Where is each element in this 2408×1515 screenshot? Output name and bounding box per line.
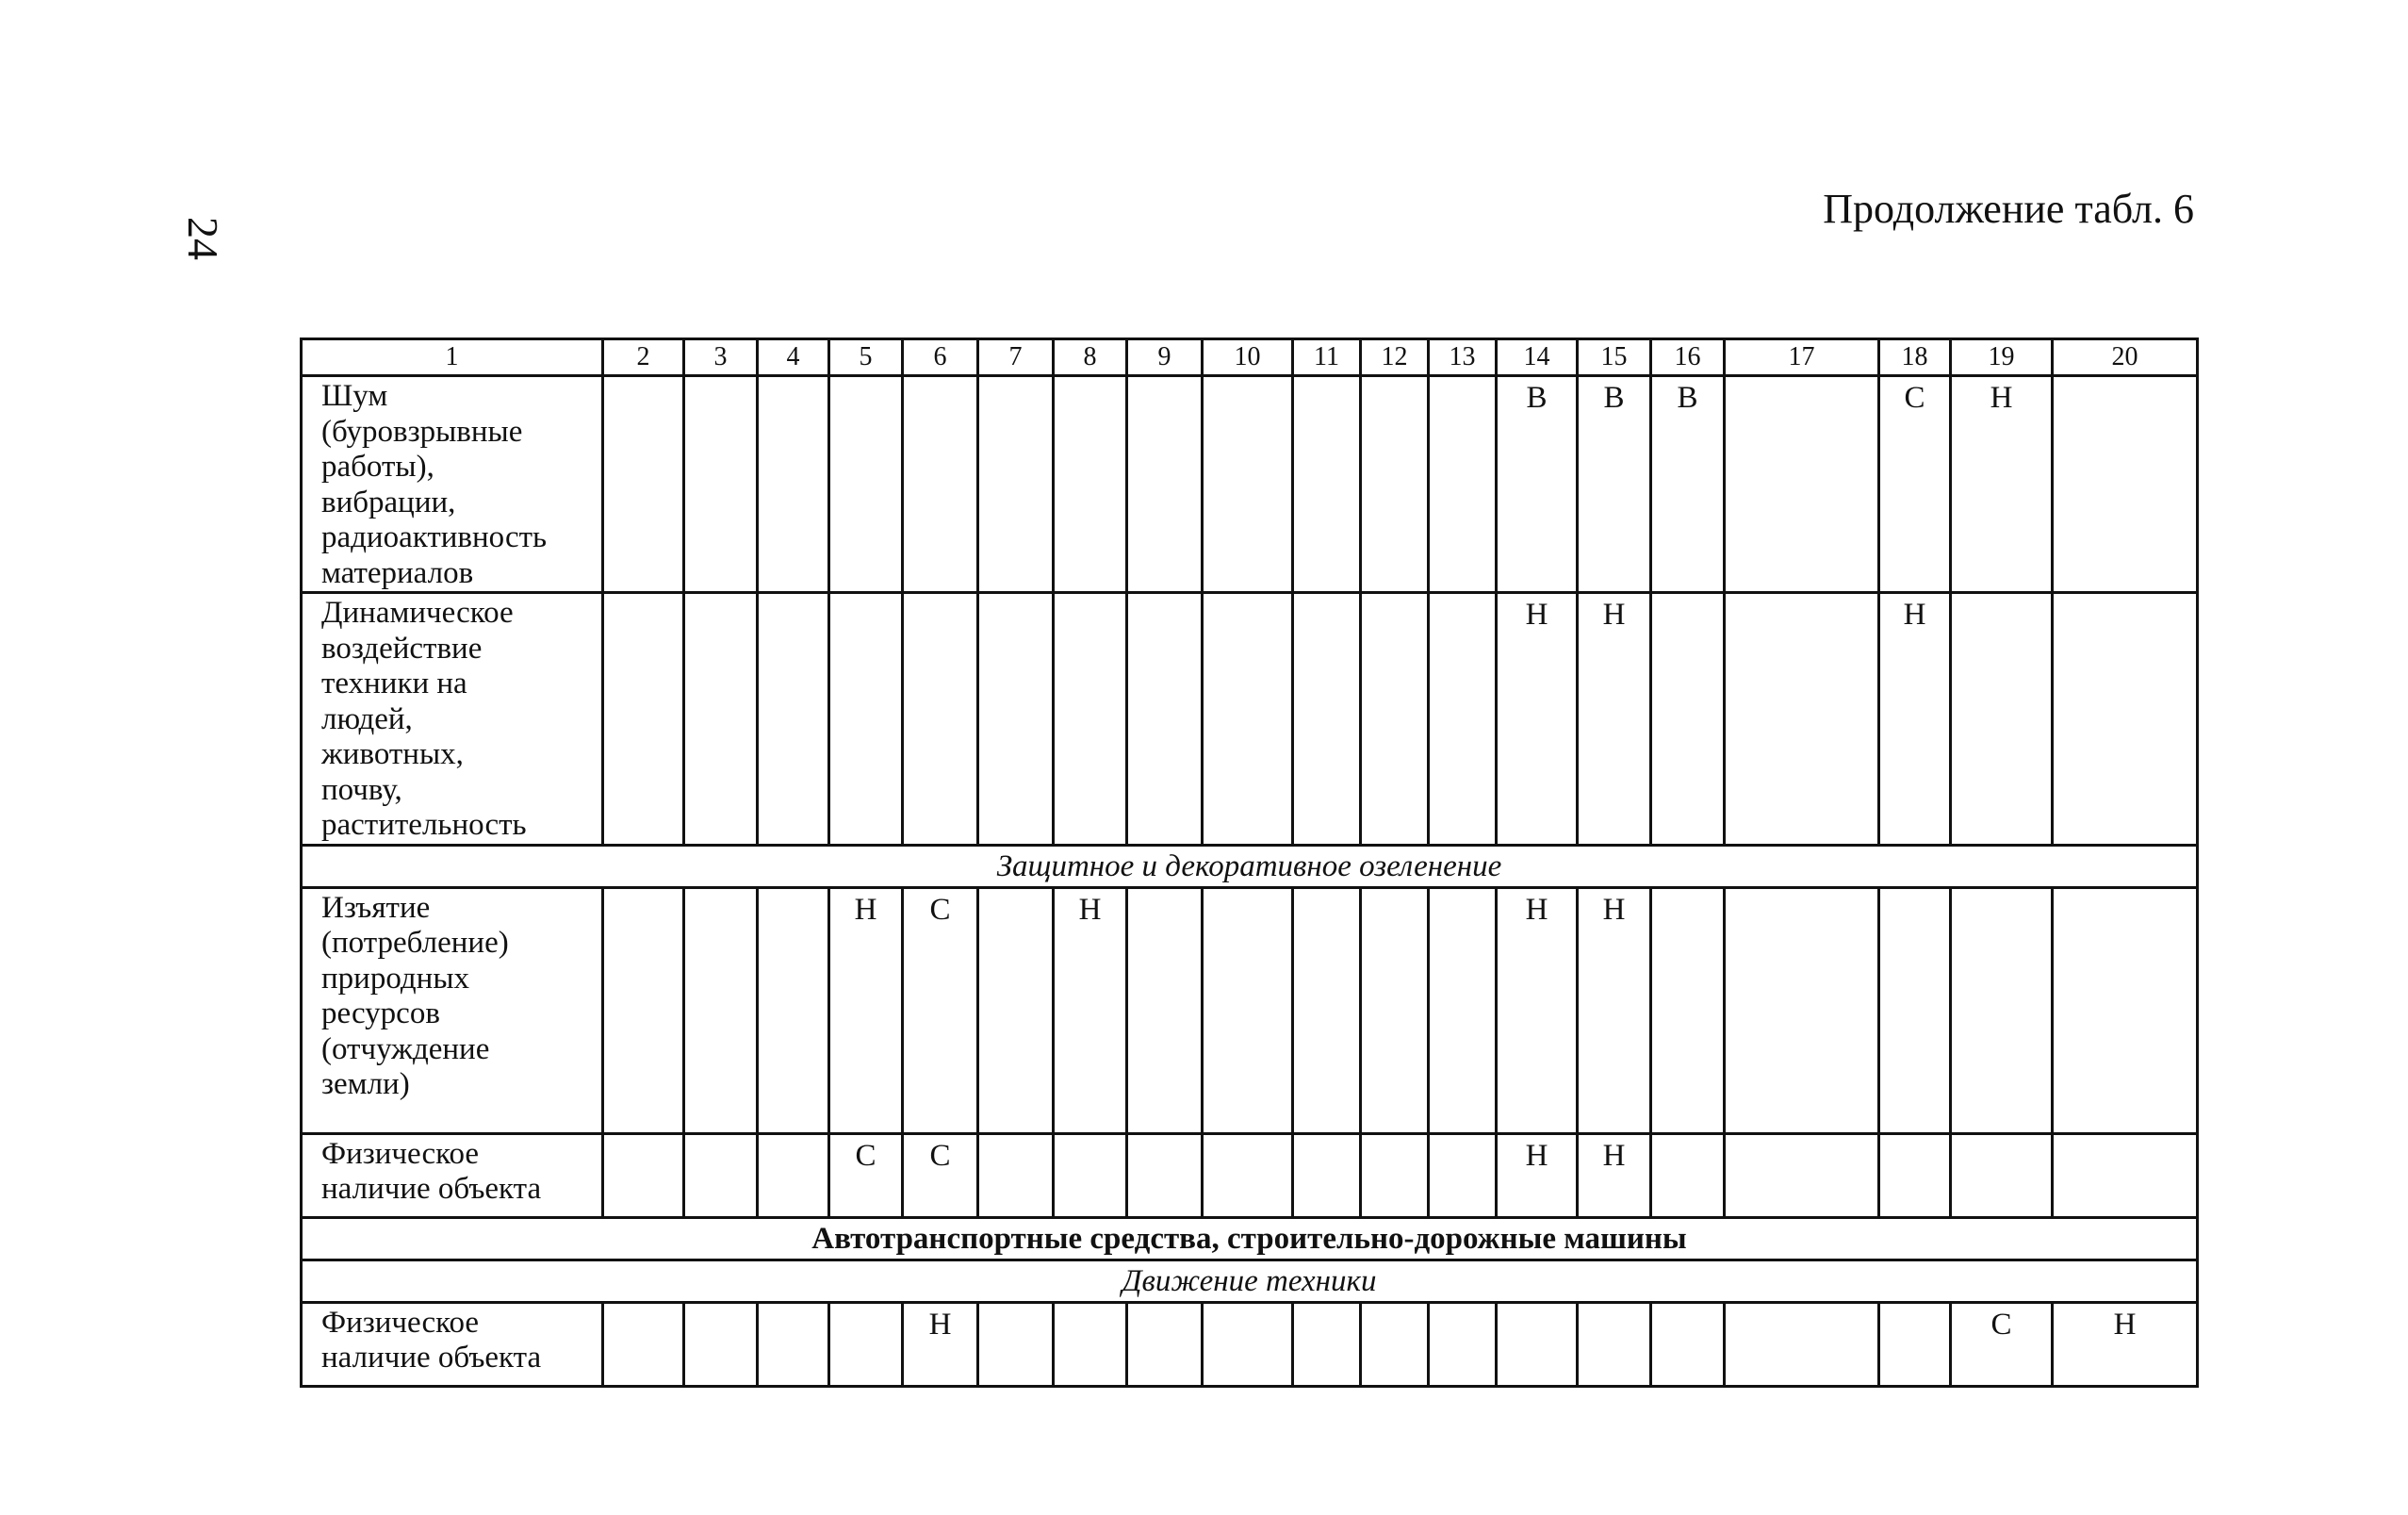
impact-cell <box>603 376 684 593</box>
impact-cell: С <box>1879 376 1951 593</box>
impact-cell: Н <box>2053 1302 2198 1386</box>
row-label: Изъятие (потребление) природных ресурсов (отчуждение земли) <box>302 887 603 1133</box>
impact-cell <box>684 1302 758 1386</box>
impact-cell <box>758 1302 829 1386</box>
impact-cell <box>1725 887 1879 1133</box>
section-heading-row <box>302 1217 2198 1260</box>
impact-cell <box>1203 887 1293 1133</box>
impact-cell <box>829 1302 903 1386</box>
impact-cell <box>1651 1302 1725 1386</box>
page-number: 24 <box>179 217 227 260</box>
section-heading: Движение техники <box>302 1260 2198 1302</box>
impact-cell: Н <box>1879 593 1951 846</box>
impact-cell: В <box>1497 376 1578 593</box>
impact-cell <box>903 593 978 846</box>
column-header: 14 <box>1497 339 1578 376</box>
impact-cell: Н <box>1578 1133 1651 1217</box>
impact-cell <box>684 1133 758 1217</box>
impact-cell <box>1361 1133 1429 1217</box>
impact-cell <box>978 887 1054 1133</box>
impact-cell <box>1429 1133 1497 1217</box>
impact-cell <box>1203 376 1293 593</box>
column-header: 18 <box>1879 339 1951 376</box>
impact-cell <box>1054 593 1127 846</box>
impact-cell <box>1429 593 1497 846</box>
column-header: 15 <box>1578 339 1651 376</box>
impact-cell <box>1497 1302 1578 1386</box>
impact-cell <box>903 376 978 593</box>
column-header: 13 <box>1429 339 1497 376</box>
impact-cell <box>1054 1133 1127 1217</box>
impact-cell <box>978 1133 1054 1217</box>
section-heading-row <box>302 1260 2198 1302</box>
column-header: 12 <box>1361 339 1429 376</box>
impact-cell <box>684 593 758 846</box>
impact-matrix-table <box>300 338 2199 1388</box>
impact-cell: С <box>829 1133 903 1217</box>
impact-cell <box>1361 887 1429 1133</box>
impact-cell <box>1879 887 1951 1133</box>
impact-cell <box>603 887 684 1133</box>
column-header: 19 <box>1951 339 2053 376</box>
impact-cell: Н <box>1951 376 2053 593</box>
impact-cell: В <box>1578 376 1651 593</box>
row-label: Шум (буровзрывные работы), вибрации, радиоактивность материалов <box>302 376 603 593</box>
impact-cell: Н <box>903 1302 978 1386</box>
impact-cell <box>684 376 758 593</box>
impact-cell: Н <box>1054 887 1127 1133</box>
impact-cell <box>1293 1133 1361 1217</box>
column-header: 17 <box>1725 339 1879 376</box>
impact-cell: Н <box>1497 1133 1578 1217</box>
impact-cell <box>1127 1302 1203 1386</box>
impact-cell <box>1203 593 1293 846</box>
column-header: 9 <box>1127 339 1203 376</box>
impact-cell <box>829 376 903 593</box>
impact-cell <box>1725 1133 1879 1217</box>
impact-cell: С <box>903 1133 978 1217</box>
column-header: 1 <box>302 339 603 376</box>
impact-cell <box>1127 376 1203 593</box>
column-header: 16 <box>1651 339 1725 376</box>
impact-cell <box>1578 1302 1651 1386</box>
impact-cell <box>1429 887 1497 1133</box>
impact-cell <box>2053 887 2198 1133</box>
column-header: 5 <box>829 339 903 376</box>
section-heading: Защитное и декоративное озеленение <box>302 845 2198 887</box>
impact-cell: Н <box>1497 593 1578 846</box>
impact-cell <box>758 887 829 1133</box>
impact-cell <box>603 593 684 846</box>
impact-cell <box>758 1133 829 1217</box>
impact-cell <box>1651 887 1725 1133</box>
impact-cell <box>2053 593 2198 846</box>
column-header: 4 <box>758 339 829 376</box>
impact-cell <box>829 593 903 846</box>
impact-cell <box>1725 593 1879 846</box>
column-header: 10 <box>1203 339 1293 376</box>
column-number-row <box>302 339 2198 376</box>
impact-cell <box>1127 593 1203 846</box>
table-row <box>302 593 2198 846</box>
section-heading: Автотранспортные средства, строительно-дорожные машины <box>302 1217 2198 1260</box>
impact-cell <box>1429 376 1497 593</box>
column-header: 2 <box>603 339 684 376</box>
impact-cell <box>1293 887 1361 1133</box>
table-row <box>302 1133 2198 1217</box>
continuation-title: Продолжение табл. 6 <box>1823 186 2194 232</box>
impact-cell <box>1054 1302 1127 1386</box>
impact-cell <box>1951 593 2053 846</box>
impact-cell <box>1361 593 1429 846</box>
impact-cell <box>1293 1302 1361 1386</box>
impact-cell <box>1127 1133 1203 1217</box>
impact-cell: Н <box>829 887 903 1133</box>
table-row <box>302 1302 2198 1386</box>
impact-cell <box>1293 376 1361 593</box>
impact-cell <box>1651 1133 1725 1217</box>
impact-cell: Н <box>1578 887 1651 1133</box>
impact-cell <box>1361 1302 1429 1386</box>
row-label: Физическое наличие объекта <box>302 1133 603 1217</box>
column-header: 6 <box>903 339 978 376</box>
impact-cell <box>1429 1302 1497 1386</box>
impact-cell <box>1293 593 1361 846</box>
column-header: 20 <box>2053 339 2198 376</box>
impact-cell: Н <box>1578 593 1651 846</box>
impact-cell <box>1725 1302 1879 1386</box>
impact-cell <box>1651 593 1725 846</box>
column-header: 8 <box>1054 339 1127 376</box>
table-row <box>302 887 2198 1133</box>
column-header: 7 <box>978 339 1054 376</box>
impact-cell <box>758 376 829 593</box>
impact-cell <box>1203 1133 1293 1217</box>
impact-cell: Н <box>1497 887 1578 1133</box>
column-header: 3 <box>684 339 758 376</box>
impact-cell <box>1725 376 1879 593</box>
section-heading-row <box>302 845 2198 887</box>
impact-cell <box>1054 376 1127 593</box>
impact-cell <box>978 376 1054 593</box>
impact-cell <box>2053 1133 2198 1217</box>
impact-cell <box>1879 1302 1951 1386</box>
table-body <box>302 339 2198 1387</box>
impact-cell <box>2053 376 2198 593</box>
impact-cell: В <box>1651 376 1725 593</box>
impact-cell <box>1127 887 1203 1133</box>
row-label: Динамическое воздействие техники на людей, животных, почву, растительность <box>302 593 603 846</box>
impact-cell <box>978 593 1054 846</box>
impact-cell <box>603 1302 684 1386</box>
impact-cell <box>684 887 758 1133</box>
column-header: 11 <box>1293 339 1361 376</box>
row-label: Физическое наличие объекта <box>302 1302 603 1386</box>
impact-cell <box>1951 1133 2053 1217</box>
impact-cell <box>1361 376 1429 593</box>
impact-cell <box>978 1302 1054 1386</box>
impact-cell <box>603 1133 684 1217</box>
table-row <box>302 376 2198 593</box>
impact-cell <box>1879 1133 1951 1217</box>
impact-cell: С <box>1951 1302 2053 1386</box>
impact-cell: С <box>903 887 978 1133</box>
impact-cell <box>758 593 829 846</box>
impact-cell <box>1203 1302 1293 1386</box>
impact-cell <box>1951 887 2053 1133</box>
